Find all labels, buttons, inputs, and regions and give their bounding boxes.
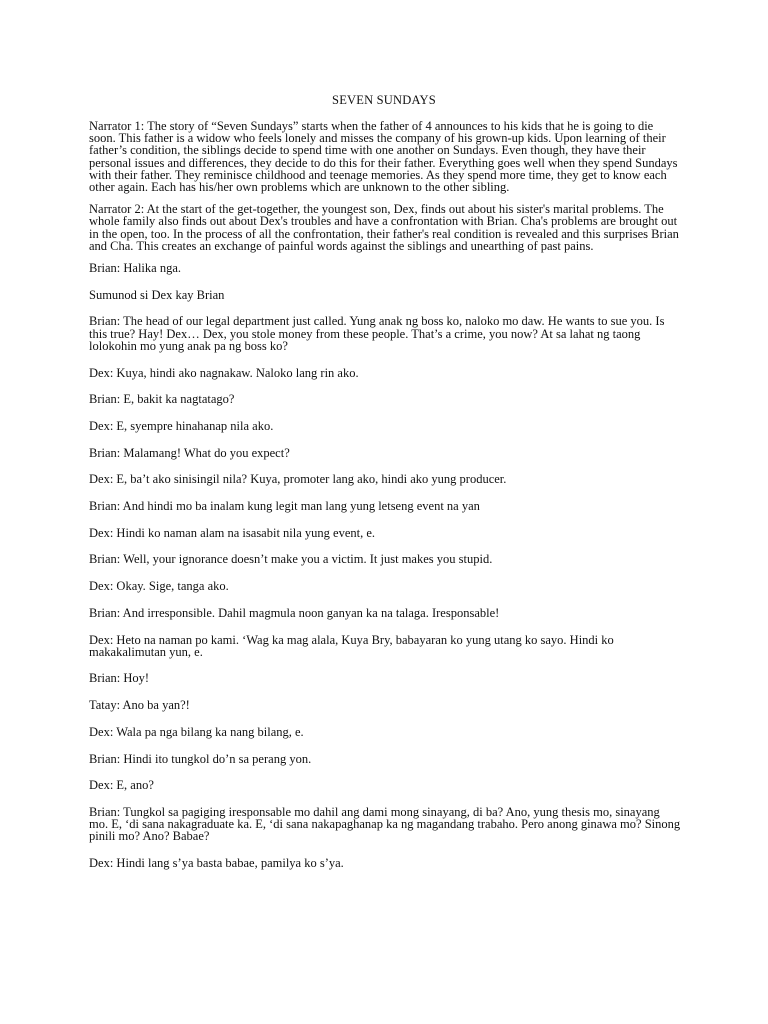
dialogue-line: Brian: E, bakit ka nagtatago? xyxy=(89,392,235,407)
document-body xyxy=(89,120,681,884)
document-title: SEVEN SUNDAYS xyxy=(332,93,436,107)
dialogue-line: Brian: Halika nga. xyxy=(89,261,181,276)
dialogue-line: Dex: Okay. Sige, tanga ako. xyxy=(89,579,229,594)
narrator-2-paragraph: Narrator 2: At the start of the get-together, the youngest son, Dex, finds out about his sister's marital problems. The whole family also finds out about Dex's troubles and have a confrontation with Brian. Cha's problems are brought out in the open, too. In the process of all the confrontation, their father's real condition is revealed and this surprises Brian and Cha. This creates an exchange of painful words against the siblings and unearthing of past pains. xyxy=(89,202,679,253)
dialogue-line: Dex: Kuya, hindi ako nagnakaw. Naloko lang rin ako. xyxy=(89,365,359,380)
dialogue-line: Brian: Hoy! xyxy=(89,671,150,686)
dialogue-line: Brian: And irresponsible. Dahil magmula noon ganyan ka na talaga. Iresponsable! xyxy=(89,605,500,620)
dialogue-line: Dex: Hindi lang s’ya basta babae, pamilya ko s’ya. xyxy=(89,856,344,871)
dialogue-line: Dex: E, ba’t ako sinisingil nila? Kuya, promoter lang ako, hindi ako yung producer. xyxy=(89,472,507,487)
dialogue-line: Dex: Heto na naman po kami. ‘Wag ka mag alala, Kuya Bry, babayaran ko yung utang ko sayo. Hindi ko makakalimutan yun, e. xyxy=(89,632,614,659)
dialogue-line: Brian: The head of our legal department just called. Yung anak ng boss ko, naloko mo daw. He wants to sue you. Is this true? Hay! Dex… Dex, you stole money from these people. That’s a crime, you now? At sa lahat ng taong lolokohin mo yung anak pa ng boss ko? xyxy=(89,314,665,353)
dialogue-line: Dex: E, syempre hinahanap nila ako. xyxy=(89,418,274,433)
dialogue-line: Brian: Hindi ito tungkol do’n sa perang yon. xyxy=(89,751,312,766)
dialogue-line: Brian: And hindi mo ba inalam kung legit man lang yung letseng event na yan xyxy=(89,499,480,514)
dialogue-line: Dex: Hindi ko naman alam na isasabit nila yung event, e. xyxy=(89,525,376,540)
narrator-1-paragraph: Narrator 1: The story of “Seven Sundays” starts when the father of 4 announces to his kids that he is going to die soon. This father is a widow who feels lonely and misses the company of his grown-up kids. Upon learning of their father’s condition, the siblings decide to spend time with one another on Sundays. Even though, they have their personal issues and differences, they decide to do this for their father. Everything goes well when they spend Sundays with their father. They reminisce childhood and teenage memories. As they spend more time, they get to know each other again. Each has his/her own problems which are unknown to the other sibling. xyxy=(89,119,678,195)
dialogue-line: Brian: Well, your ignorance doesn’t make you a victim. It just makes you stupid. xyxy=(89,552,493,567)
dialogue-line: Brian: Tungkol sa pagiging iresponsable mo dahil ang dami mong sinayang, di ba? Ano, yung thesis mo, sinayang mo. E, ‘di sana nakagraduate ka. E, ‘di sana nakapaghanap ka ng magandang trabaho. Pero anong ginawa mo? Sinong pinili mo? Ano? Babae? xyxy=(89,805,681,844)
dialogue-line: Dex: Wala pa nga bilang ka nang bilang, e. xyxy=(89,724,304,739)
dialogue-line: Brian: Malamang! What do you expect? xyxy=(89,445,290,460)
dialogue-line: Dex: E, ano? xyxy=(89,778,154,793)
stage-direction: Sumunod si Dex kay Brian xyxy=(89,287,225,302)
dialogue-line: Tatay: Ano ba yan?! xyxy=(89,698,190,713)
